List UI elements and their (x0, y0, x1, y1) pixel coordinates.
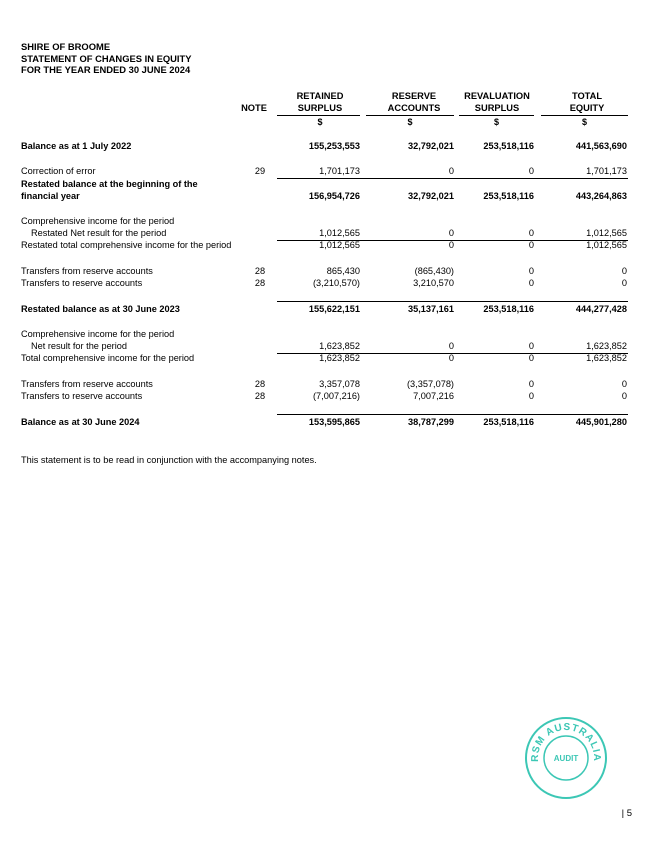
cell-retained: 3,357,078 (319, 379, 360, 389)
row-label: Restated Net result for the period (31, 228, 167, 238)
col-head-revaluation (454, 91, 540, 114)
cell-retained: 1,623,852 (319, 341, 360, 351)
row-label: Comprehensive income for the period (21, 329, 175, 339)
unit-revaluation: $ (493, 117, 499, 127)
row-note: 29 (254, 166, 266, 176)
cell-revaluation: 0 (528, 228, 534, 238)
cell-retained: 156,954,726 (308, 191, 360, 201)
unit-reserve: $ (407, 117, 413, 127)
table-row (0, 341, 652, 353)
table-row (0, 141, 652, 153)
cell-retained: (3,210,570) (313, 278, 360, 288)
table-row (0, 353, 652, 365)
stamp-center-text: AUDIT (553, 754, 579, 763)
col-head-total (547, 91, 627, 114)
header-rule-total (541, 115, 628, 116)
cell-total: 444,277,428 (575, 304, 627, 314)
cell-revaluation: 253,518,116 (483, 191, 534, 201)
cell-retained: 155,622,151 (308, 304, 360, 314)
header-rule-reserve (366, 115, 454, 116)
entity-name: SHIRE OF BROOME (21, 41, 111, 52)
cell-revaluation: 253,518,116 (483, 417, 534, 427)
cell-revaluation: 0 (528, 278, 534, 288)
cell-total: 0 (621, 266, 627, 276)
cell-revaluation: 0 (528, 240, 534, 250)
cell-reserve: 0 (448, 166, 454, 176)
cell-reserve: 32,792,021 (408, 191, 454, 201)
cell-reserve: (865,430) (414, 266, 454, 276)
table-row (0, 179, 652, 203)
cell-retained: 1,012,565 (319, 240, 360, 250)
row-label: Transfers to reserve accounts (21, 391, 143, 401)
cell-total: 0 (621, 391, 627, 401)
col-head-note (232, 103, 276, 115)
table-row (0, 278, 652, 290)
table-row (0, 166, 652, 178)
table-row (0, 391, 652, 403)
cell-total: 1,012,565 (586, 240, 627, 250)
row-label: Restated balance as at 30 June 2023 (21, 304, 180, 314)
cell-total: 1,701,173 (586, 166, 627, 176)
table-row (0, 417, 652, 429)
col-head-note-label: NOTE (241, 103, 267, 113)
row-label: Comprehensive income for the period (21, 216, 175, 226)
col-head-total-line1: TOTAL (571, 91, 603, 101)
cell-revaluation: 0 (528, 391, 534, 401)
header-rule-revaluation (459, 115, 534, 116)
table-row (0, 228, 652, 240)
cell-reserve: 0 (448, 353, 454, 363)
cell-revaluation: 0 (528, 379, 534, 389)
col-head-revaluation-line2: SURPLUS (474, 102, 520, 113)
row-label: Restated balance at the beginning of the (21, 179, 198, 189)
statement-title: STATEMENT OF CHANGES IN EQUITY (21, 52, 192, 64)
cell-retained: 1,012,565 (319, 228, 360, 238)
table-row (0, 240, 652, 252)
audit-stamp-icon (524, 716, 608, 800)
unit-total: $ (581, 117, 587, 127)
row-label: Transfers to reserve accounts (21, 278, 143, 288)
row-label: Total comprehensive income for the period (21, 353, 195, 363)
row-note: 28 (254, 391, 266, 401)
cell-retained: 1,701,173 (319, 166, 360, 176)
cell-reserve: (3,357,078) (407, 379, 454, 389)
cell-retained: 155,253,553 (308, 141, 360, 151)
unit-retained: $ (317, 117, 323, 127)
col-head-retained-line2: SURPLUS (297, 102, 343, 113)
row-label: Balance as at 1 July 2022 (21, 141, 132, 151)
row-note: 28 (254, 379, 266, 389)
section-heading-row (0, 216, 652, 228)
row-label: Transfers from reserve accounts (21, 266, 153, 276)
cell-total: 0 (621, 278, 627, 288)
col-head-retained-line1: RETAINED (296, 91, 344, 101)
cell-reserve: 32,792,021 (408, 141, 454, 151)
cell-reserve: 35,137,161 (408, 304, 454, 314)
cell-reserve: 3,210,570 (413, 278, 454, 288)
cell-total: 443,264,863 (575, 191, 627, 201)
table-row (0, 379, 652, 391)
row-note: 28 (254, 278, 266, 288)
row-note: 28 (254, 266, 266, 276)
section-heading-row (0, 329, 652, 341)
subtotal-rule (277, 301, 628, 302)
table-row (0, 304, 652, 316)
cell-total: 1,012,565 (586, 228, 627, 238)
cell-retained: 153,595,865 (308, 417, 360, 427)
stamp-arc-text: RSM AUSTRALIA (529, 721, 603, 762)
cell-total: 1,623,852 (586, 353, 627, 363)
col-head-retained (280, 91, 360, 114)
header-rule-retained (277, 115, 360, 116)
col-head-reserve-line1: RESERVE (391, 91, 437, 101)
cell-revaluation: 253,518,116 (483, 141, 534, 151)
row-label: Correction of error (21, 166, 96, 176)
col-head-revaluation-line1: REVALUATION (464, 91, 530, 101)
cell-revaluation: 0 (528, 266, 534, 276)
cell-reserve: 0 (448, 228, 454, 238)
statement-period: FOR THE YEAR ENDED 30 JUNE 2024 (21, 64, 191, 75)
cell-retained: 865,430 (326, 266, 360, 276)
cell-reserve: 0 (448, 240, 454, 250)
row-label: Balance as at 30 June 2024 (21, 417, 140, 427)
subtotal-rule (277, 414, 628, 415)
row-label-continued: financial year (21, 191, 80, 201)
cell-total: 0 (621, 379, 627, 389)
statement-header (21, 41, 192, 76)
col-head-total-line2: EQUITY (569, 102, 605, 113)
cell-reserve: 0 (448, 341, 454, 351)
cell-revaluation: 253,518,116 (483, 304, 534, 314)
cell-revaluation: 0 (528, 353, 534, 363)
cell-reserve: 38,787,299 (408, 417, 454, 427)
cell-reserve: 7,007,216 (413, 391, 454, 401)
page-number: | 5 (621, 808, 632, 819)
footer-note: This statement is to be read in conjunction with the accompanying notes. (21, 455, 317, 465)
cell-revaluation: 0 (528, 341, 534, 351)
col-head-reserve-line2: ACCOUNTS (387, 102, 441, 113)
cell-total: 1,623,852 (586, 341, 627, 351)
cell-retained: 1,623,852 (319, 353, 360, 363)
table-row (0, 266, 652, 278)
cell-revaluation: 0 (528, 166, 534, 176)
cell-total: 441,563,690 (575, 141, 627, 151)
cell-retained: (7,007,216) (313, 391, 360, 401)
row-label: Net result for the period (31, 341, 128, 351)
col-head-reserve (374, 91, 454, 114)
row-label: Transfers from reserve accounts (21, 379, 153, 389)
row-label: Restated total comprehensive income for the period (21, 240, 232, 250)
cell-total: 445,901,280 (575, 417, 627, 427)
